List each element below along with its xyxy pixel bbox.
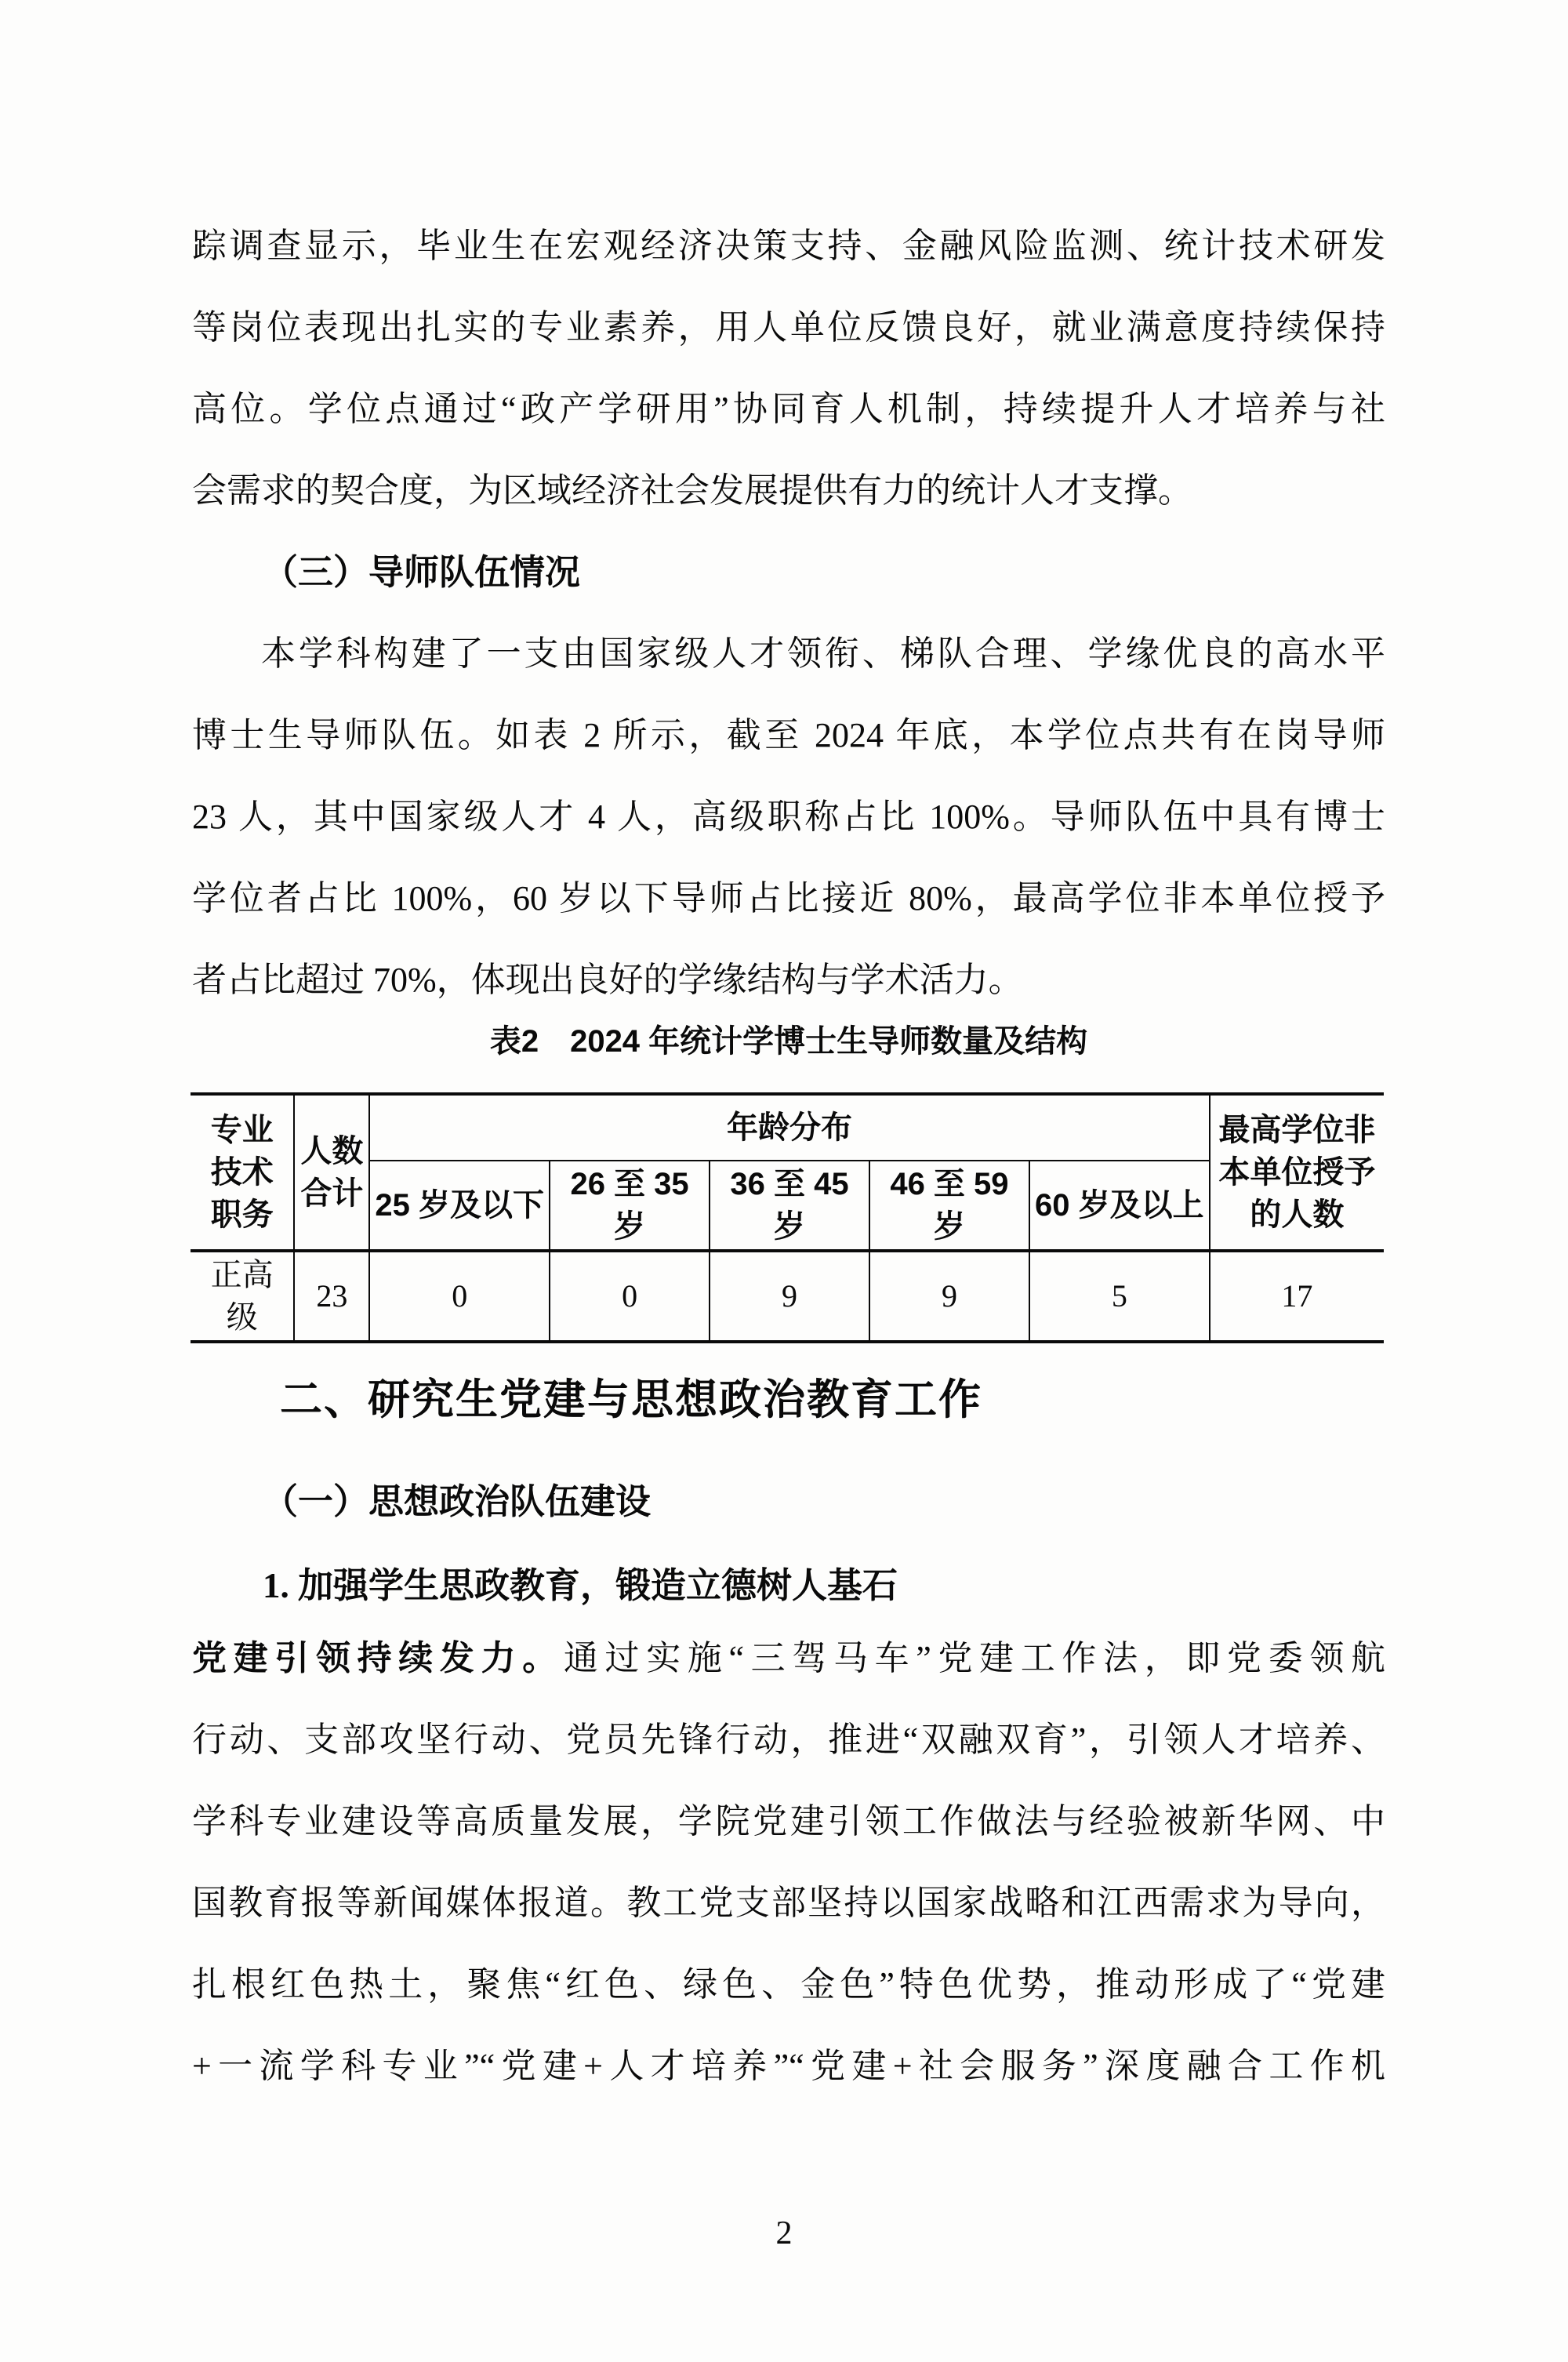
paragraph-line: 踪调查显示，毕业生在宏观经济决策支持、金融风险监测、统计技术研发 [192, 227, 1385, 265]
chapter-heading-party-building: 二、研究生党建与思想政治教育工作 [280, 1376, 982, 1423]
table-header-age-0: 25 岁及以下 [369, 1161, 550, 1251]
paragraph-line: +一流学科专业”“党建+人才培养”“党建+社会服务”深度融合工作机 [192, 2047, 1385, 2085]
paragraph-line: 高位。学位点通过“政产学研用”协同育人机制，持续提升人才培养与社 [192, 390, 1385, 428]
section-heading-ideological-team: （一）思想政治队伍建设 [263, 1482, 652, 1521]
paragraph-lead-text: 党建引领持续发力。 [192, 1639, 564, 1677]
section-heading-supervisor-team: （三）导师队伍情况 [263, 553, 581, 592]
table-header-title: 专业技术职务 [191, 1094, 294, 1251]
paragraph-line: 本学科构建了一支由国家级人才领衔、梯队合理、学缘优良的高水平 [261, 634, 1385, 673]
table-cell-age-0: 0 [369, 1251, 550, 1342]
table-header-external-degree: 最高学位非本单位授予的人数 [1210, 1094, 1384, 1251]
paragraph-line: 学位者占比 100%，60 岁以下导师占比接近 80%，最高学位非本单位授予 [192, 879, 1385, 918]
paragraph-line-text: 通过实施“三驾马车”党建工作法，即党委领航 [563, 1639, 1386, 1677]
page-number: 2 [775, 2215, 793, 2251]
paragraph-line: 会需求的契合度，为区域经济社会发展提供有力的统计人才支撑。 [192, 471, 1192, 510]
table-cell-age-1: 0 [550, 1251, 710, 1342]
paragraph-line: 国教育报等新闻媒体报道。教工党支部坚持以国家战略和江西需求为导向， [192, 1884, 1385, 1922]
paragraph-party-building [192, 1618, 1385, 2107]
table-cell-degree: 17 [1210, 1251, 1384, 1342]
table-cell-total: 23 [294, 1251, 369, 1342]
table-header-age-distribution: 年龄分布 [369, 1094, 1209, 1161]
paragraph-line [192, 1618, 1385, 1699]
supervisors-table [191, 1092, 1384, 1343]
paragraph-supervisor-team [192, 613, 1385, 1021]
paragraph-line: 等岗位表现出扎实的专业素养，用人单位反馈良好，就业满意度持续保持 [192, 308, 1385, 347]
paragraph-line: 者占比超过 70%，体现出良好的学缘结构与学术活力。 [192, 961, 1023, 999]
table-header-age-1: 26 至 35 岁 [550, 1161, 710, 1251]
table-header-age-4: 60 岁及以上 [1029, 1161, 1210, 1251]
paragraph-line: 扎根红色热土，聚焦“红色、绿色、金色”特色优势，推动形成了“党建 [192, 1965, 1385, 2004]
table-cell-age-4: 5 [1029, 1251, 1210, 1342]
table-cell-age-2: 9 [710, 1251, 869, 1342]
table-header-age-3: 46 至 59 岁 [869, 1161, 1029, 1251]
table-header-age-2: 36 至 45 岁 [710, 1161, 869, 1251]
subsection-heading-ideological-education: 1. 加强学生思政教育，锻造立德树人基石 [263, 1566, 898, 1605]
paragraph-line: 23 人，其中国家级人才 4 人，高级职称占比 100%。导师队伍中具有博士 [192, 798, 1385, 836]
table-row [191, 1251, 1384, 1342]
paragraph-line: 学科专业建设等高质量发展，学院党建引领工作做法与经验被新华网、中 [192, 1802, 1385, 1841]
table-cell-title: 正高级 [191, 1251, 294, 1342]
paragraph-line: 博士生导师队伍。如表 2 所示，截至 2024 年底，本学位点共有在岗导师 [192, 716, 1385, 754]
paragraph-employment [192, 205, 1385, 532]
table-cell-age-3: 9 [869, 1251, 1029, 1342]
table-caption: 表2 2024 年统计学博士生导师数量及结构 [489, 1024, 1088, 1059]
paragraph-line: 行动、支部攻坚行动、党员先锋行动，推进“双融双育”，引领人才培养、 [192, 1721, 1385, 1759]
table-header-total: 人数合计 [294, 1094, 369, 1251]
